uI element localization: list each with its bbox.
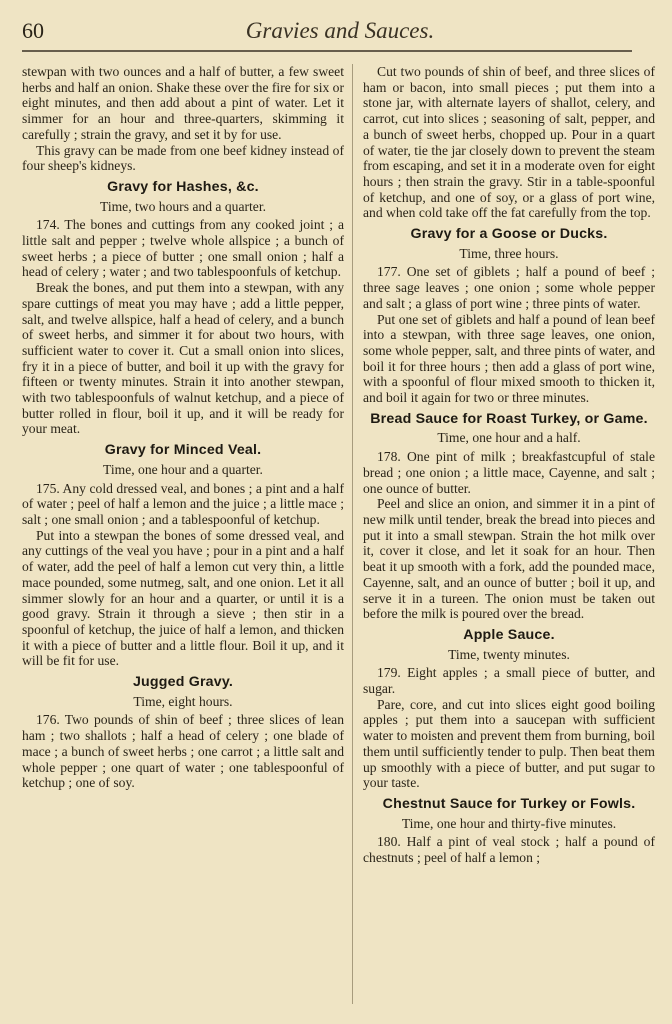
column-divider bbox=[352, 64, 353, 1004]
ingredients-paragraph: 179. Eight apples ; a small piece of butter, and sugar. bbox=[363, 665, 655, 697]
recipe-time: Time, two hours and a quarter. bbox=[100, 198, 266, 214]
ingredients-paragraph: 176. Two pounds of shin of beef ; three slices of lean ham ; two shallots ; half a head of celery ; one blade of mace ; a bunch of sweet herbs ; one carrot ; a little salt and whole pepper ; one quart of water ; one tablespoonful of ketchup ; one of soy. bbox=[22, 712, 344, 791]
ingredients-paragraph: 180. Half a pint of veal stock ; half a pound of chestnuts ; peel of half a lemon ; bbox=[363, 834, 655, 866]
recipe-time: Time, one hour and thirty-five minutes. bbox=[401, 815, 617, 831]
ingredients-paragraph: 174. The bones and cuttings from any cooked joint ; a little salt and pepper ; twelve whole allspice ; a bunch of sweet herbs ; a piece of butter ; one small onion ; half a head of celery ; water ; and two tablespoonfuls of ketchup. bbox=[22, 217, 344, 280]
method-paragraph: Put into a stewpan the bones of some dressed veal, and any cuttings of the veal you have ; pour in a pint and a half of water, add the peel of half a lemon cut very thin, a little mace pounded, some nutmeg, salt, and one onion. Let it all simmer slowly for an hour and a quarter, or until it is a good gravy. Strain it through a sieve ; then stir in a spoonful of ketchup, the juice of half a lemon, and thicken it with a piece of butter and a little flour. Boil it up, and it will be fit for use. bbox=[22, 527, 344, 669]
recipe-heading: Apple Sauce. bbox=[463, 626, 555, 643]
recipe-time: Time, three hours. bbox=[459, 245, 559, 261]
running-title: Gravies and Sauces. bbox=[245, 18, 435, 43]
method-paragraph: Cut two pounds of shin of beef, and three slices of ham or bacon, into small pieces ; put them into a stone jar, with alternate layers of shallot, celery, and carrot, cut into slices ; seasoning of salt, pepper, and a bunch of sweet herbs, chopped up. Pour in a quart of water, tie the jar closely down to prevent the steam from escaping, and set it in a moderate oven for eight hours ; then strain the gravy. Stir in a table-spoonful of ketchup, and one of soy, or a glass of port wine, and when cold take off the fat carefully from the top. bbox=[363, 64, 655, 221]
paragraph: This gravy can be made from one beef kidney instead of four sheep's kidneys. bbox=[22, 142, 344, 174]
left-column bbox=[22, 64, 344, 791]
page-number: 60 bbox=[22, 18, 44, 43]
recipe-heading: Chestnut Sauce for Turkey or Fowls. bbox=[382, 795, 636, 812]
right-column bbox=[363, 64, 655, 866]
ingredients-paragraph: 177. One set of giblets ; half a pound of beef ; three sage leaves ; one onion ; some whole pepper and salt ; a glass of port wine ; three pints of water. bbox=[363, 264, 655, 311]
method-paragraph: Break the bones, and put them into a stewpan, with any spare cuttings of meat you may have ; add a little pepper, salt, and twelve allspice, half a head of celery, and a bunch of sweet herbs, and simmer it for about two hours, with sufficient water to cover it. Cut a small onion into slices, fry it in a piece of butter, and boil it up with the gravy for fifteen or twenty minutes. Strain it into another stewpan, with two tablespoonfuls of walnut ketchup, and a piece of butter rolled in flour, boil it up, and it will be ready for your meat. bbox=[22, 280, 344, 437]
recipe-time: Time, eight hours. bbox=[133, 693, 233, 709]
recipe-heading: Bread Sauce for Roast Turkey, or Game. bbox=[370, 410, 648, 427]
recipe-time: Time, one hour and a half. bbox=[437, 430, 581, 446]
recipe-heading: Gravy for a Goose or Ducks. bbox=[410, 226, 608, 243]
ingredients-paragraph: 175. Any cold dressed veal, and bones ; a pint and a half of water ; peel of half a lemon and the juice ; a little mace ; salt ; one small onion ; and a tablespoonful of ketchup. bbox=[22, 480, 344, 527]
method-paragraph: Put one set of giblets and half a pound of lean beef into a stewpan, with three sage leaves, one onion, some whole pepper, salt, and three pints of water, and boil it for three hours ; then add a glass of port wine, with a spoonful of flour mixed smooth to thicken it, and boil it again for two or three minutes. bbox=[363, 311, 655, 406]
recipe-time: Time, twenty minutes. bbox=[448, 646, 570, 662]
recipe-heading: Gravy for Hashes, &c. bbox=[107, 178, 259, 195]
recipe-time: Time, one hour and a quarter. bbox=[103, 461, 263, 477]
recipe-heading: Jugged Gravy. bbox=[132, 674, 234, 691]
method-paragraph: Pare, core, and cut into slices eight good boiling apples ; put them into a saucepan with sufficient water to moisten and prevent them from burning, boil them until sufficiently tender to pulp. Then beat them up smoothly with a piece of butter, and put sugar to your taste. bbox=[363, 696, 655, 791]
recipe-heading: Gravy for Minced Veal. bbox=[104, 442, 262, 459]
ingredients-paragraph: 178. One pint of milk ; breakfastcupful of stale bread ; one onion ; a little mace, Cayenne, and salt ; one ounce of butter. bbox=[363, 449, 655, 496]
header-rule bbox=[22, 50, 632, 52]
method-paragraph: Peel and slice an onion, and simmer it in a pint of new milk until tender, break the bread into pieces and put it into a small stewpan. Strain the hot milk over it, cover it close, and let it soak for an hour. Then beat it up smooth with a fork, add the pounded mace, Cayenne, salt, and an ounce of butter ; boil it up, and serve it in a tureen. The onion must be taken out before the milk is poured over the bread. bbox=[363, 496, 655, 622]
page-header bbox=[22, 18, 658, 48]
paragraph: stewpan with two ounces and a half of butter, a few sweet herbs and half an onion. Shake these over the fire for six or eight minutes, and then add about a pint of water. Let it simmer for an hour and three-quarters, skimming it carefully ; strain the gravy, and set it by for use. bbox=[22, 64, 344, 142]
